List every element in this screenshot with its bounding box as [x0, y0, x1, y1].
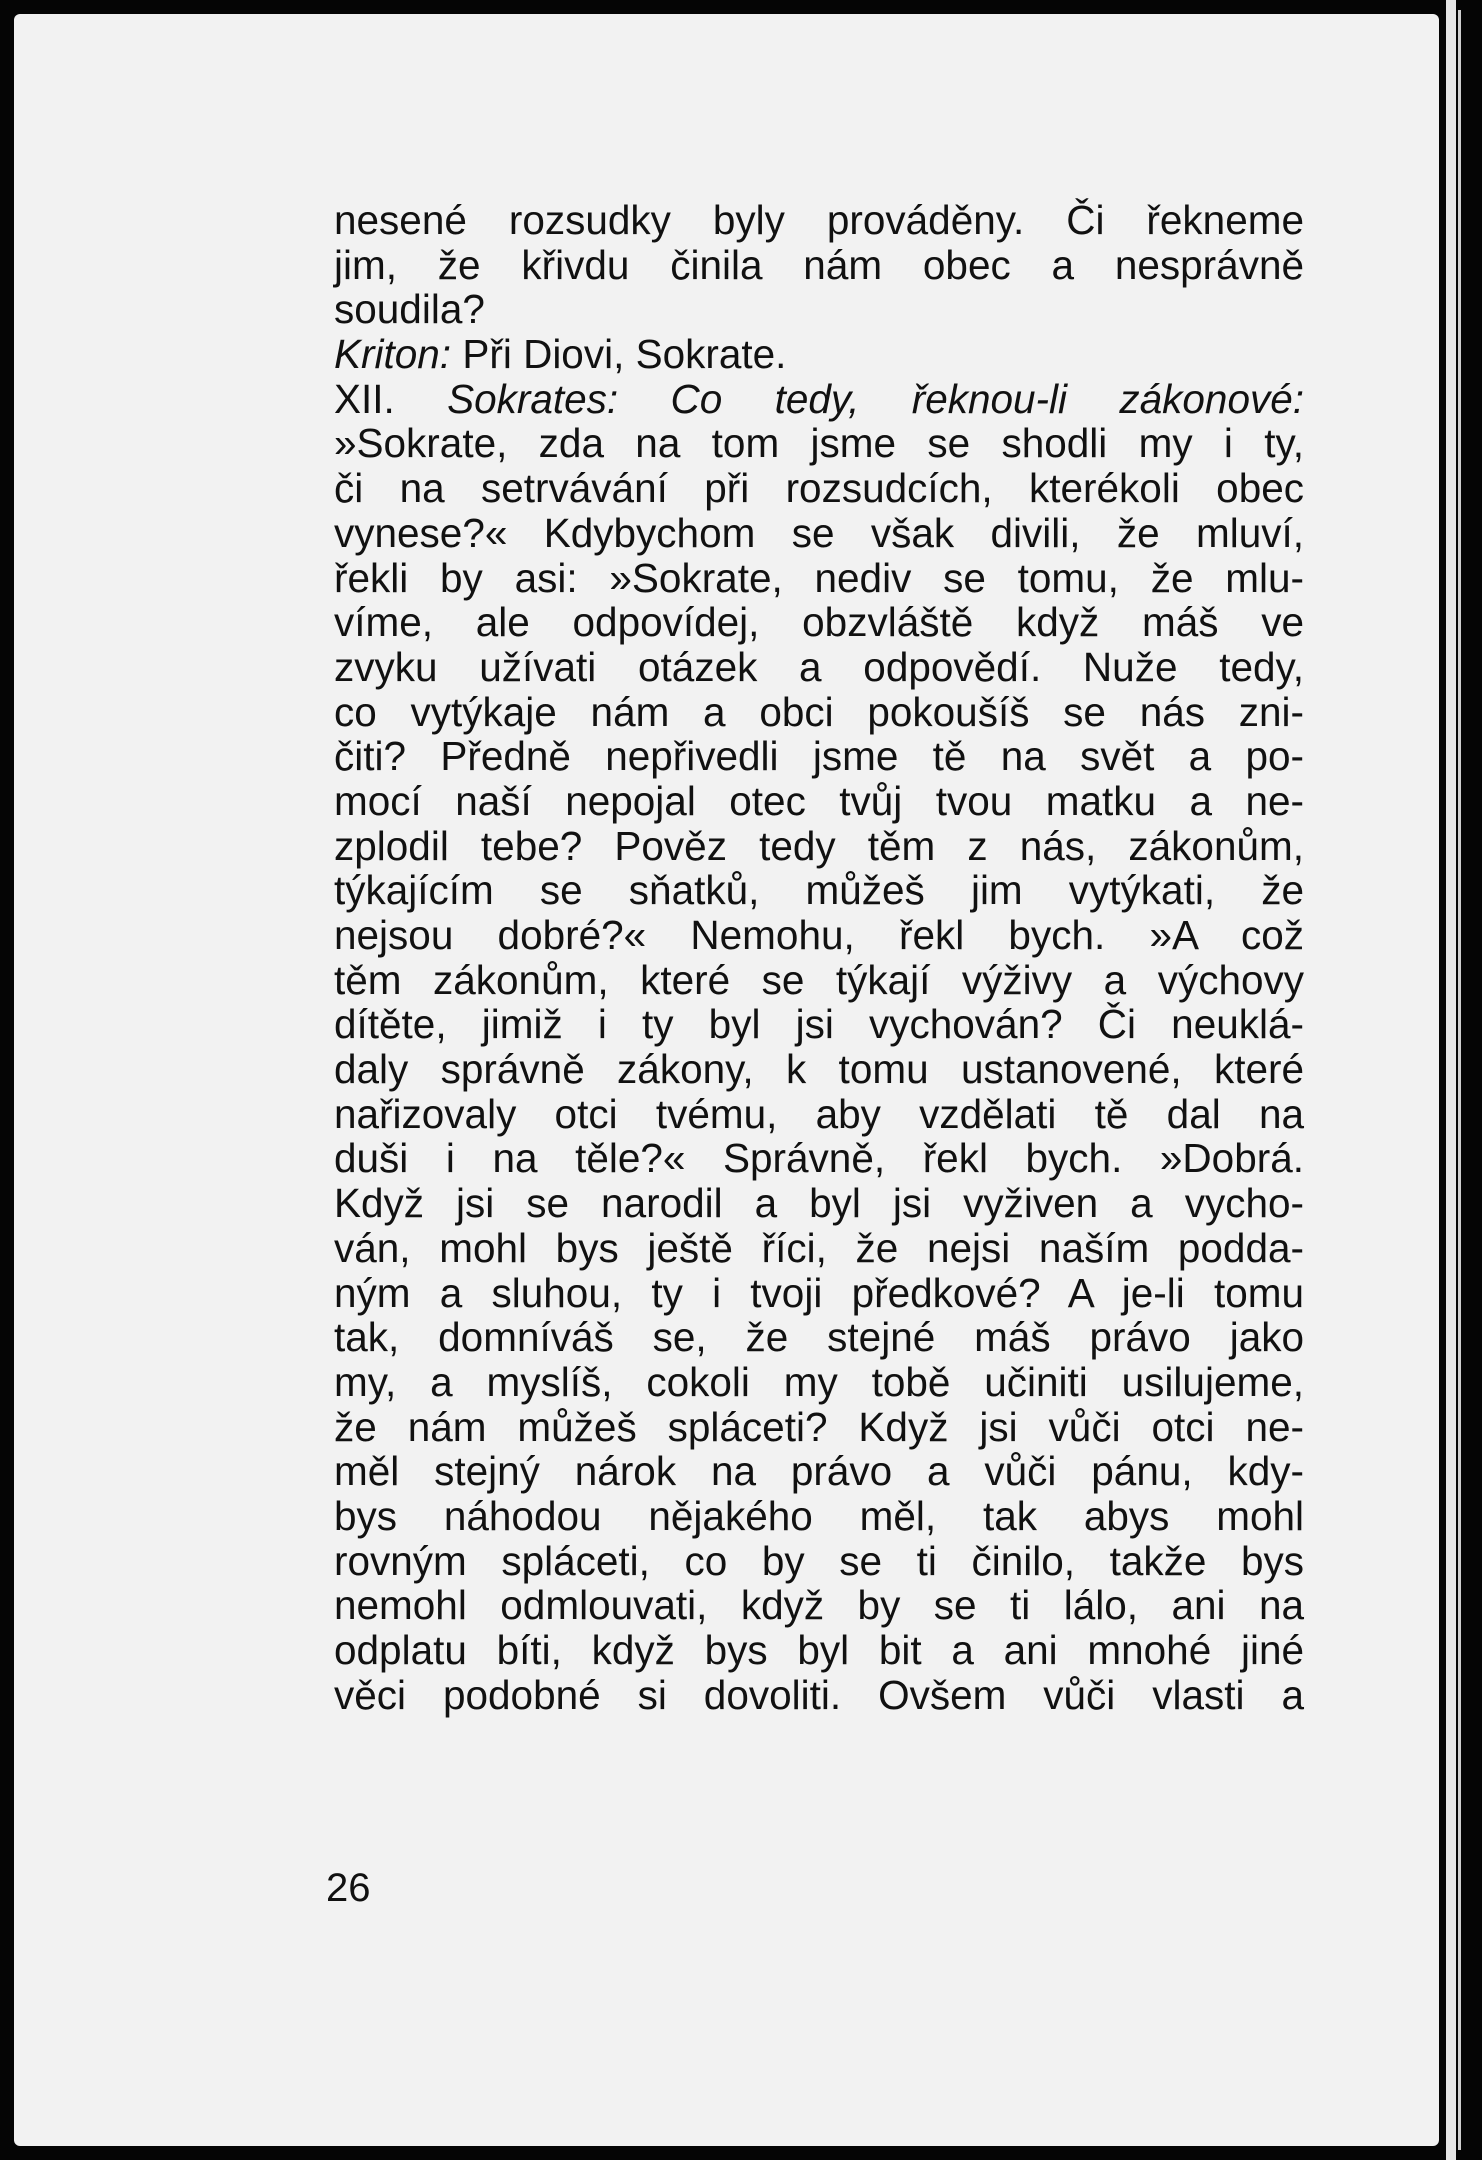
text-line: Když jsi se narodil a byl jsi vyživen a vycho-: [334, 1180, 1304, 1227]
text-fragment: Kriton:: [334, 331, 452, 378]
text-line: řekli by asi: »Sokrate, nediv se tomu, že mlu-: [334, 554, 1304, 601]
body-text: [334, 198, 1304, 1717]
text-line: nejsou dobré?« Nemohu, řekl bych. »A což: [334, 912, 1304, 958]
text-line: »Sokrate, zda na tom jsme se shodli my i ty,: [334, 420, 1304, 467]
text-line: bys náhodou nějakého měl, tak abys mohl: [334, 1492, 1304, 1539]
text-fragment: XII.: [334, 375, 448, 422]
text-line: daly správně zákony, k tomu ustanovené, které: [334, 1046, 1304, 1093]
text-line: duši i na těle?« Správně, řekl bych. »Dobrá.: [334, 1135, 1304, 1182]
book-page: [14, 14, 1439, 2146]
text-line: my, a myslíš, cokoli my tobě učiniti usilujeme,: [334, 1358, 1304, 1405]
text-line: nesené rozsudky byly prováděny. Či řekneme: [334, 197, 1304, 243]
text-line: [334, 332, 1304, 377]
text-line: těm zákonům, které se týkají výživy a výchovy: [334, 956, 1304, 1003]
text-line: odplatu bíti, když bys byl bit a ani mnohé jiné: [334, 1627, 1304, 1673]
text-line: věci podobné si dovoliti. Ovšem vůči vlasti a: [334, 1671, 1304, 1718]
text-line: měl stejný nárok na právo a vůči pánu, kdy-: [334, 1448, 1304, 1495]
text-line: nemohl odmlouvati, když by se ti lálo, ani na: [334, 1582, 1304, 1629]
text-line: či na setrvávání při rozsudcích, kterékoli obec: [334, 465, 1304, 512]
text-line: tak, domníváš se, že stejné máš právo jako: [334, 1314, 1304, 1361]
text-line: mocí naší nepojal otec tvůj tvou matku a ne-: [334, 777, 1304, 824]
text-line: ván, mohl bys ještě říci, že nejsi naším podda-: [334, 1224, 1304, 1271]
text-line: víme, ale odpovídej, obzvláště když máš ve: [334, 599, 1304, 646]
text-line: jim, že křivdu činila nám obec a nesprávně: [334, 241, 1304, 288]
text-line: co vytýkaje nám a obci pokoušíš se nás zni-: [334, 688, 1304, 735]
page-edge: [1446, 0, 1456, 2160]
text-fragment: Při Diovi, Sokrate.: [451, 331, 787, 378]
text-line: čiti? Předně nepřivedli jsme tě na svět a po-: [334, 733, 1304, 780]
page-number: 26: [326, 1866, 371, 1910]
page-edge-line: [1458, 10, 1461, 2150]
text-line: ným a sluhou, ty i tvoji předkové? A je-li tomu: [334, 1269, 1304, 1316]
text-line: dítěte, jimiž i ty byl jsi vychován? Či neuklá-: [334, 1001, 1304, 1048]
text-fragment: Sokrates:: [447, 375, 619, 422]
text-line: zplodil tebe? Pověz tedy těm z nás, zákonům,: [334, 822, 1304, 869]
text-line: rovným spláceti, co by se ti činilo, takže bys: [334, 1537, 1304, 1584]
text-fragment: Co tedy, řeknou-li zákonové:: [618, 375, 1304, 422]
text-line: zvyku užívati otázek a odpovědí. Nuže tedy,: [334, 643, 1304, 690]
text-line: nařizovaly otci tvému, aby vzdělati tě dal na: [334, 1090, 1304, 1137]
text-line: soudila?: [334, 286, 485, 333]
text-line: [334, 377, 1304, 422]
text-line: že nám můžeš spláceti? Když jsi vůči otci ne-: [334, 1403, 1304, 1450]
text-line: týkajícím se sňatků, můžeš jim vytýkati, že: [334, 867, 1304, 914]
text-line: vynese?« Kdybychom se však divili, že mluví,: [334, 509, 1304, 556]
